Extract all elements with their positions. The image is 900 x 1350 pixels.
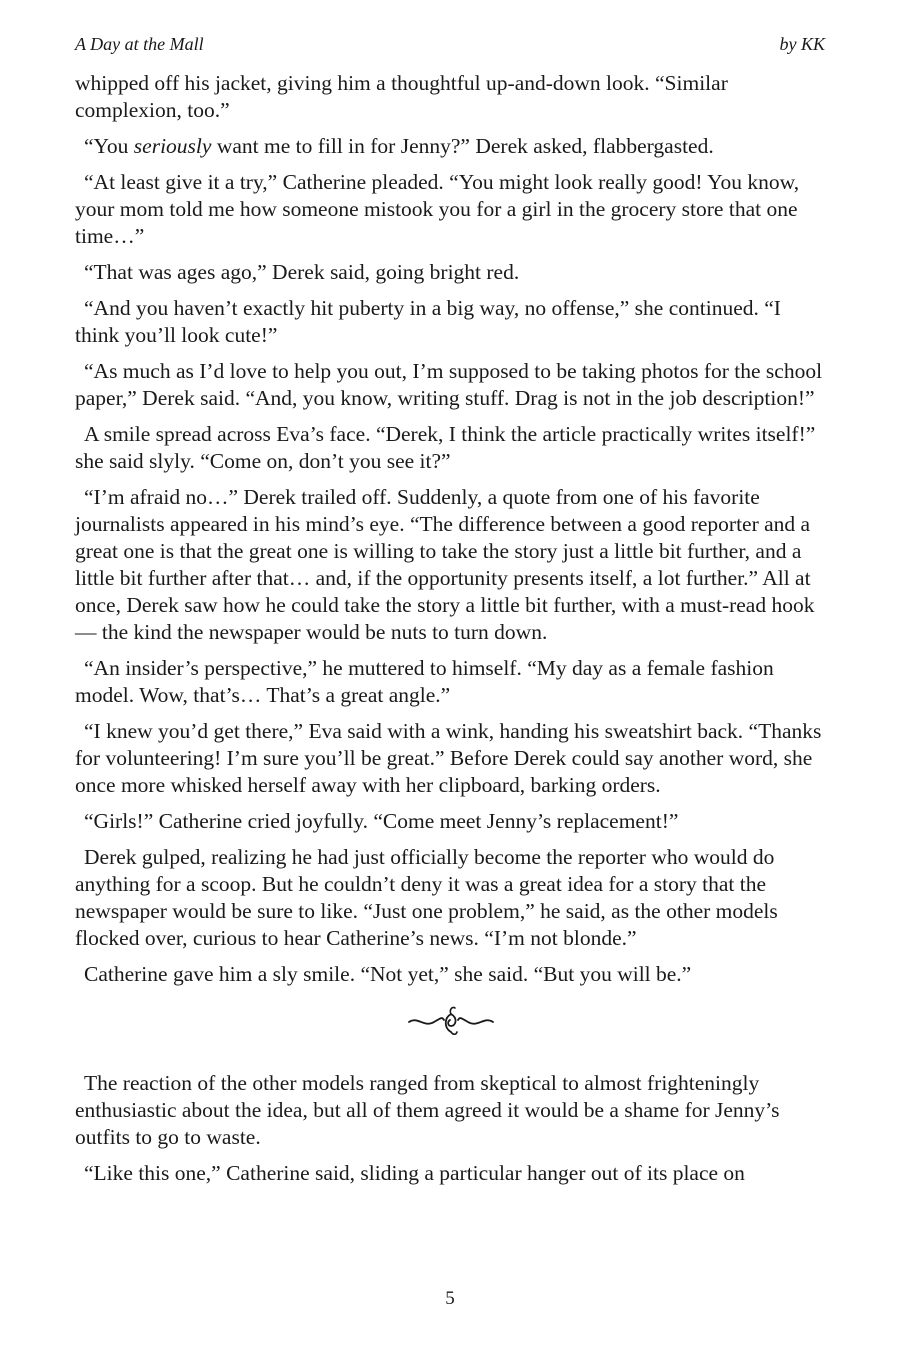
paragraph: A smile spread across Eva’s face. “Derek, I think the article practically writes itself!” she said slyly. “Come on, don’t you see it?”: [75, 422, 816, 473]
paragraph: “I knew you’d get there,” Eva said with a wink, handing his sweatshirt back. “Thanks for volunteering! I’m sure you’ll be great.” Before Derek could say another word, she once more whisked herself away with her clipboard, barking orders.: [75, 719, 822, 797]
paragraph: “As much as I’d love to help you out, I’m supposed to be taking photos for the school paper,” Derek said. “And, you know, writing stuff. Drag is not in the job description!”: [75, 359, 823, 410]
paragraph: “You seriously want me to fill in for Jenny?” Derek asked, flabbergasted.: [84, 134, 714, 158]
section-break: [75, 1002, 827, 1042]
paragraph: “And you haven’t exactly hit puberty in a big way, no offense,” she continued. “I think you’ll look cute!”: [75, 296, 781, 347]
paragraph: “I’m afraid no…” Derek trailed off. Suddenly, a quote from one of his favorite journalists appeared in his mind’s eye. “The difference between a good reporter and a great one is that the great one is willing to take the story just a little bit further, and a little bit further after that… and, if the opportunity presents itself, a lot further.” All at once, Derek saw how he could take the story a little bit further, with a must-read hook — the kind the newspaper would be nuts to turn down.: [75, 485, 815, 644]
running-author: by KK: [779, 34, 825, 54]
paragraph: The reaction of the other models ranged from skeptical to almost frighteningly enthusiastic about the idea, but all of them agreed it would be a shame for Jenny’s outfits to go to waste.: [75, 1071, 780, 1149]
paragraph: “Like this one,” Catherine said, sliding a particular hanger out of its place on: [84, 1161, 745, 1185]
paragraph: Catherine gave him a sly smile. “Not yet,” she said. “But you will be.”: [84, 962, 692, 986]
fleuron-divider-icon: [406, 1019, 496, 1043]
running-header: [75, 34, 825, 55]
paragraph: “An insider’s perspective,” he muttered to himself. “My day as a female fashion model. Wow, that’s… That’s a great angle.”: [75, 656, 774, 707]
paragraph: “At least give it a try,” Catherine pleaded. “You might look really good! You know, your mom told me how someone mistook you for a girl in the grocery store that one time…”: [75, 170, 800, 248]
page-number: 5: [445, 1288, 455, 1309]
emphasis: seriously: [133, 134, 212, 158]
paragraph: whipped off his jacket, giving him a thoughtful up-and-down look. “Similar complexion, too.”: [75, 71, 728, 122]
page-body: [75, 70, 827, 1196]
paragraph: “Girls!” Catherine cried joyfully. “Come meet Jenny’s replacement!”: [84, 809, 679, 833]
running-title: A Day at the Mall: [75, 34, 204, 54]
paragraph: Derek gulped, realizing he had just officially become the reporter who would do anything for a scoop. But he couldn’t deny it was a great idea for a story that the newspaper would be sure to like. “Just one problem,” he said, as the other models flocked over, curious to hear Catherine’s news. “I’m not blonde.”: [75, 845, 778, 950]
paragraph: “That was ages ago,” Derek said, going bright red.: [84, 260, 520, 284]
